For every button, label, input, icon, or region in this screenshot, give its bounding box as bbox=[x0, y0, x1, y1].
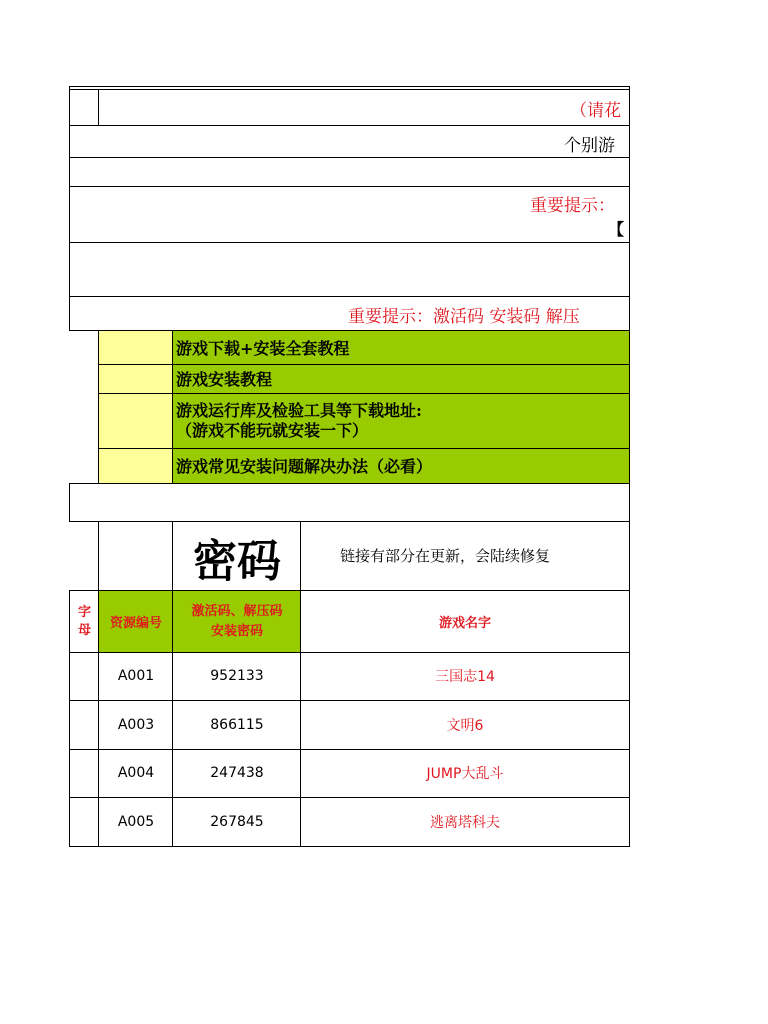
table-row-4-code: A005 bbox=[117, 813, 155, 830]
table-row-1-password: 952133 bbox=[210, 668, 264, 684]
grid-line bbox=[69, 157, 630, 158]
header-code: 资源编号 bbox=[109, 616, 162, 631]
grid-line bbox=[99, 364, 630, 365]
grid-line bbox=[98, 330, 99, 484]
grid-line bbox=[98, 521, 99, 847]
table-row-2-password: 866115 bbox=[210, 716, 264, 733]
table-row-3-password: 247438 bbox=[210, 765, 264, 781]
header-name: 游戏名字 bbox=[438, 616, 491, 631]
grid-line bbox=[69, 86, 630, 87]
link-row-4-marker bbox=[99, 448, 173, 483]
header-row2-text: 个别游 bbox=[564, 135, 615, 156]
grid-line bbox=[98, 89, 99, 126]
table-row-2-name[interactable]: 文明6 bbox=[446, 717, 484, 734]
table-row-4-name[interactable]: 逃离塔科夫 bbox=[430, 814, 500, 831]
grid-line bbox=[69, 125, 630, 126]
link-install-tutorial[interactable]: 游戏安装教程 bbox=[176, 370, 273, 389]
link-common-issues[interactable]: 游戏常见安装问题解决办法（必看） bbox=[176, 457, 433, 476]
header-row4-line1: 重要提示： bbox=[530, 195, 615, 216]
grid-line bbox=[69, 521, 630, 522]
grid-line bbox=[69, 186, 630, 187]
link-row-2-marker bbox=[99, 364, 173, 393]
grid-line bbox=[69, 749, 630, 750]
table-row-3-code: A004 bbox=[117, 765, 155, 781]
link-row-1-marker bbox=[99, 331, 173, 364]
grid-line bbox=[99, 448, 630, 449]
grid-line bbox=[99, 393, 630, 394]
grid-line bbox=[69, 652, 630, 653]
link-full-tutorial[interactable]: 游戏下载+安装全套教程 bbox=[176, 339, 350, 358]
grid-line bbox=[69, 330, 630, 331]
grid-line bbox=[69, 296, 630, 297]
table-row-1-name[interactable]: 三国志14 bbox=[435, 669, 495, 685]
table-row-1-code: A001 bbox=[117, 668, 155, 684]
header-password bbox=[173, 591, 301, 652]
grid-line bbox=[69, 89, 630, 90]
header-password-line2: 安装密码 bbox=[210, 623, 263, 639]
header-letter-text: 字母 bbox=[77, 604, 91, 638]
grid-line bbox=[69, 86, 70, 331]
grid-line bbox=[300, 521, 301, 847]
link-runtime-tools-line1: 游戏运行库及检验工具等下载地址: bbox=[176, 400, 422, 420]
header-row1-text: （请花 bbox=[570, 100, 621, 121]
grid-line bbox=[69, 846, 630, 847]
link-runtime-tools-line2: （游戏不能玩就安装一下） bbox=[176, 420, 369, 440]
table-row-4-password: 267845 bbox=[210, 813, 264, 830]
grid-line bbox=[172, 330, 173, 484]
table-row-2-code: A003 bbox=[117, 716, 155, 733]
link-row-3-marker bbox=[99, 393, 173, 448]
grid-line bbox=[69, 797, 630, 798]
link-runtime-tools[interactable] bbox=[176, 393, 626, 448]
grid-line bbox=[69, 590, 70, 847]
password-title: 密码 bbox=[193, 535, 281, 587]
grid-line bbox=[69, 242, 630, 243]
grid-line bbox=[629, 86, 630, 847]
table-row-3-name[interactable]: JUMP大乱斗 bbox=[426, 766, 504, 782]
grid-line bbox=[69, 700, 630, 701]
grid-line bbox=[69, 483, 630, 484]
header-row4-line2: 【 bbox=[608, 219, 625, 239]
password-note: 链接有部分在更新，会陆续修复 bbox=[340, 546, 551, 565]
grid-line bbox=[69, 590, 630, 591]
grid-line bbox=[172, 521, 173, 847]
header-password-line1: 激活码、解压码 bbox=[191, 603, 283, 619]
header-letter bbox=[70, 591, 99, 652]
grid-line bbox=[69, 483, 70, 522]
header-row6-text: 重要提示：激活码 安装码 解压 bbox=[348, 306, 580, 327]
